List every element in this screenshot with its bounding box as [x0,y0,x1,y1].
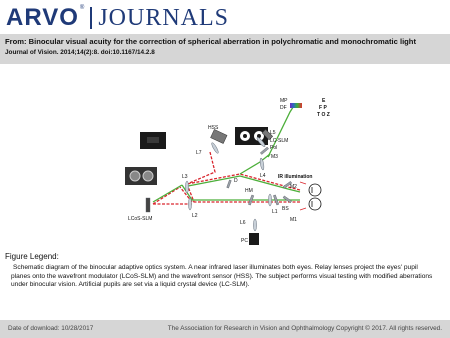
eyes [309,184,321,210]
label-ir-illumination: IR illumination [278,174,313,180]
label-l7: L7 [196,150,202,156]
eye-chart-line2: F P [319,105,327,111]
label-pol: Pol [270,145,278,151]
article-citation: Journal of Vision. 2014;14(2):8. doi:10.1167/14.2.8 [5,49,155,56]
label-d: D [234,178,238,184]
copyright-notice: The Association for Research in Vision and Ophthalmology Copyright © 2017. All rights reserved. [167,325,442,332]
hss-display-screen [147,137,159,143]
label-m2: M2 [290,184,297,190]
label-l5: L5 [270,130,276,136]
visible-beam-paths [153,104,300,202]
logo-journals-text: JOURNALS [98,4,230,31]
logo-registered-mark: ® [79,5,85,11]
ir-sources [300,182,306,210]
footer [0,320,450,338]
logo-separator [90,7,92,29]
lens-l6 [253,219,256,231]
label-mp: MP [280,98,288,104]
target-display-right [143,171,153,181]
optics-diagram [120,92,355,247]
eye-bottom [309,198,321,210]
label-df: DF [280,105,287,111]
label-l2: L2 [192,213,198,219]
label-bs: BS [282,206,289,212]
eye-chart-line3: T O Z [317,112,330,118]
figure-legend-title: Figure Legend: [5,252,59,261]
label-l3: L3 [182,174,188,180]
lcslm-pupil-left-center [243,134,247,138]
lens-l7 [211,142,220,154]
target-display-left [130,171,140,181]
label-hm: HM [245,188,253,194]
display-mp [290,103,302,108]
label-l4: L4 [260,173,266,179]
label-lcos-slm: LCoS-SLM [128,216,153,222]
optics-diagram-svg [120,92,355,247]
hss-camera [211,129,227,143]
label-l6: L6 [240,220,246,226]
download-date: Date of download: 10/28/2017 [8,325,94,332]
article-title-bar [0,34,450,64]
label-lcslm: LC-SLM [270,138,289,144]
ir-source-bottom [300,208,306,210]
logo-arvo-text: ARVO [6,4,79,31]
lens-l1 [268,194,271,206]
label-hss: HSS [208,125,219,131]
lcos-slm-device [146,198,150,212]
arvo-journals-logo[interactable] [6,5,229,31]
label-m3: M3 [271,154,278,160]
header [0,0,450,34]
ir-source-top [300,182,306,184]
visible-beam-lcos [153,185,182,202]
diaphragm-d [227,180,232,188]
lens-l3 [185,181,188,193]
figure-legend-text: Schematic diagram of the binocular adaptive optics system. A near infrared laser illuminates both eyes. Relay lenses project the eyes' pupil planes onto the wavefront modulator (LCoS-SLM) and the wavefront sensor (HSS). The subject performs visual testing with modified aberrations under binocular vision. Artificial pupils are set via a liquid crystal device (LC-SLM). [11,264,433,289]
label-m1: M1 [290,217,297,223]
mirror-m3 [260,147,268,154]
visible-beam-link [240,154,270,174]
label-pc: PC [241,238,248,244]
article-from-line: From: Binocular visual acuity for the correction of spherical aberration in polychromatic and monochromatic light [5,37,416,46]
eye-chart-line1: E [322,98,326,104]
pc-camera [249,233,259,245]
eye-top [309,184,321,196]
label-l1: L1 [272,209,278,215]
lens-l2 [188,198,191,210]
ir-beam-lcos-in [153,187,180,204]
